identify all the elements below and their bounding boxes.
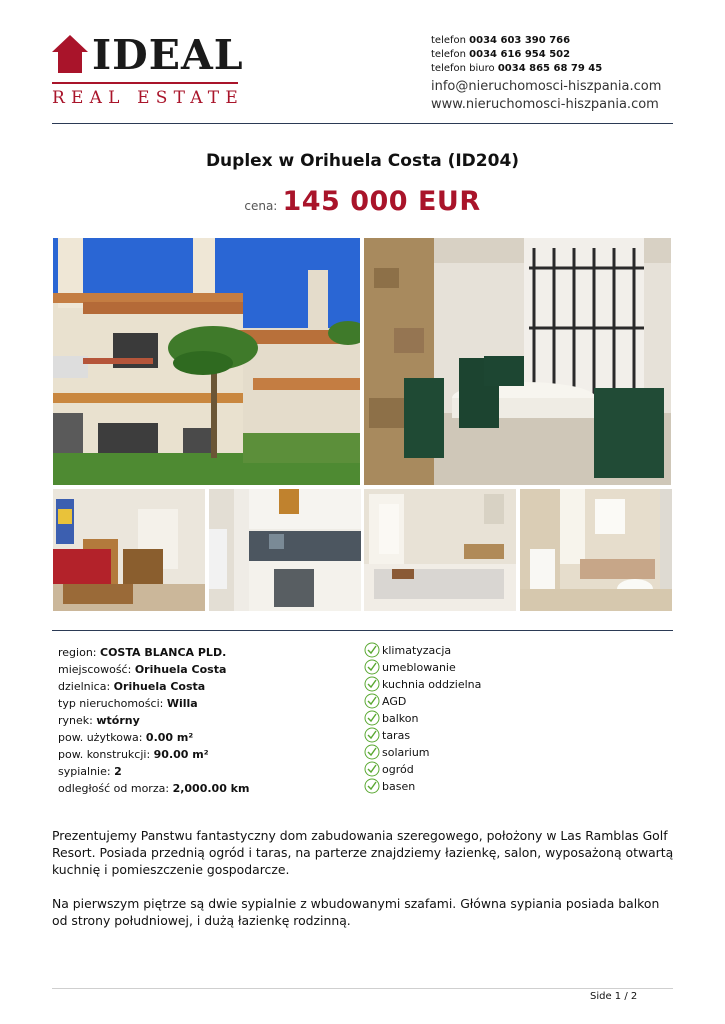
logo-subtitle: REAL ESTATE [52, 88, 244, 108]
description-paragraph: Na pierwszym piętrze są dwie sypialnie z wbudowanymi szafami. Główna sypiania posiada balkon od strony południowej, i dużą łazienkę rodzinną. [52, 896, 660, 928]
detail-row: rynek: wtórny [58, 714, 140, 727]
check-icon [364, 693, 380, 709]
check-icon [364, 710, 380, 726]
logo-divider [52, 82, 238, 84]
phone-line: telefon biuro 0034 865 68 79 45 [431, 63, 603, 74]
feature-item: taras [364, 727, 564, 744]
detail-row: pow. konstrukcji: 90.00 m² [58, 748, 209, 761]
check-icon [364, 744, 380, 760]
detail-row: miejscowość: Orihuela Costa [58, 663, 227, 676]
logo-brand: IDEAL [92, 31, 244, 79]
price-value: 145 000 EUR [282, 186, 481, 217]
feature-item: balkon [364, 710, 564, 727]
feature-item: solarium [364, 744, 564, 761]
feature-item: basen [364, 778, 564, 795]
phone-number[interactable]: 0034 616 954 502 [469, 49, 571, 60]
footer-divider [52, 988, 673, 989]
phone-number[interactable]: 0034 865 68 79 45 [497, 63, 603, 74]
photo-kitchen[interactable] [209, 489, 361, 611]
email-link[interactable]: info@nieruchomosci-hiszpania.com [431, 79, 662, 94]
photo-bathroom[interactable] [520, 489, 672, 611]
phone-line: telefon 0034 603 390 766 [431, 35, 571, 46]
website-link[interactable]: www.nieruchomosci-hiszpania.com [431, 97, 659, 112]
photo-bedroom[interactable] [364, 489, 516, 611]
feature-item: AGD [364, 693, 564, 710]
photo-terrace[interactable] [364, 238, 671, 485]
detail-row: pow. użytkowa: 0.00 m² [58, 731, 194, 744]
check-icon [364, 778, 380, 794]
property-details [58, 644, 358, 797]
check-icon [364, 659, 380, 675]
photo-living-room[interactable] [53, 489, 205, 611]
price-row [0, 186, 725, 217]
listing-title: Duplex w Orihuela Costa (ID204) [205, 151, 520, 171]
company-logo [52, 32, 242, 108]
listing-description [52, 827, 674, 946]
check-icon [364, 727, 380, 743]
check-icon [364, 676, 380, 692]
detail-row: odległość od morza: 2,000.00 km [58, 782, 250, 795]
price-label: cena: [244, 199, 278, 213]
check-icon [364, 761, 380, 777]
features-list [364, 642, 564, 795]
photo-exterior[interactable] [53, 238, 360, 485]
house-icon [52, 35, 88, 73]
phone-line: telefon 0034 616 954 502 [431, 49, 571, 60]
phone-number[interactable]: 0034 603 390 766 [469, 35, 571, 46]
detail-row: region: COSTA BLANCA PLD. [58, 646, 227, 659]
description-paragraph: Prezentujemy Panstwu fantastyczny dom zabudowania szeregowego, położony w Las Ramblas Golf Resort. Posiada przednią ogród i taras, na parterze znajdziemy łazienkę, salon, wyposażoną otwartą kuchnię i pomieszczenie gospodarcze. [52, 828, 674, 877]
detail-row: typ nieruchomości: Willa [58, 697, 198, 710]
section-divider [52, 630, 673, 631]
feature-item: ogród [364, 761, 564, 778]
feature-item: klimatyzacja [364, 642, 564, 659]
contact-block [431, 34, 691, 114]
feature-item: umeblowanie [364, 659, 564, 676]
detail-row: sypialnie: 2 [58, 765, 122, 778]
detail-row: dzielnica: Orihuela Costa [58, 680, 206, 693]
header-divider [52, 123, 673, 124]
page-number: Side 1 / 2 [590, 991, 638, 1002]
feature-item: kuchnia oddzielna [364, 676, 564, 693]
check-icon [364, 642, 380, 658]
